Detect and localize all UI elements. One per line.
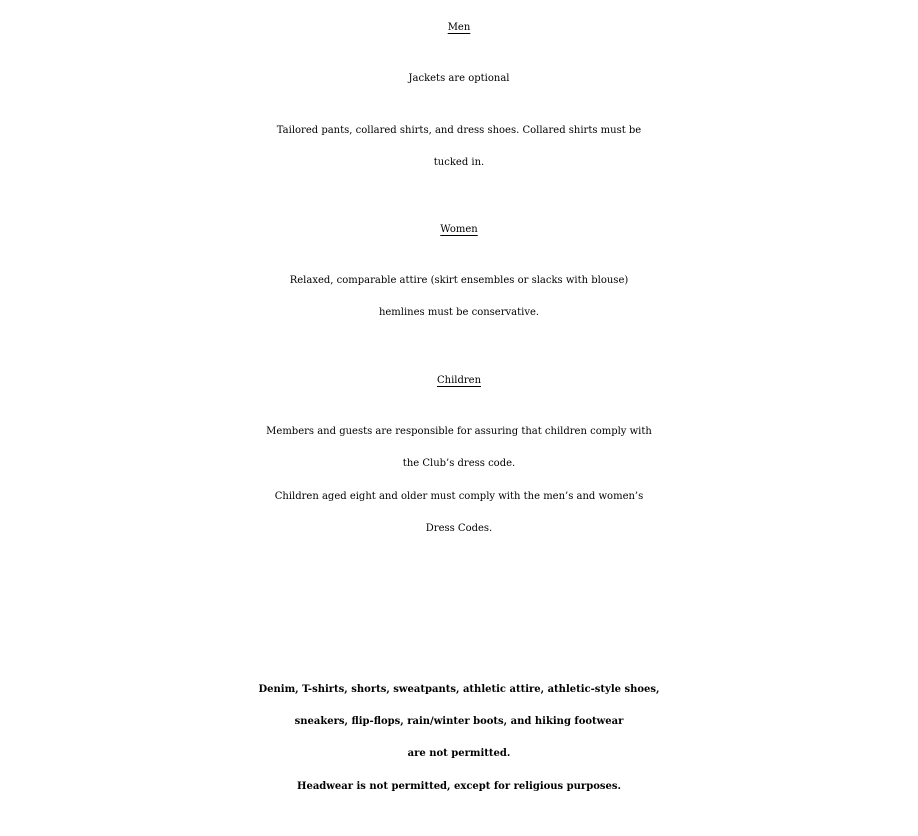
men-line-1: Jackets are optional: [408, 73, 510, 84]
prohibited-line-1: Denim, T-shirts, shorts, sweatpants, athletic attire, athletic-style shoes,: [258, 684, 660, 695]
children-line-1: Members and guests are responsible for assuring that children comply with: [266, 426, 652, 437]
women-heading: Women: [440, 224, 478, 235]
men-line-3: tucked in.: [433, 157, 485, 168]
children-line-4: Dress Codes.: [425, 523, 493, 534]
children-heading: Children: [436, 375, 482, 386]
men-line-2: Tailored pants, collared shirts, and dress shoes. Collared shirts must be: [276, 125, 642, 136]
prohibited-line-2: sneakers, flip-flops, rain/winter boots, and hiking footwear: [294, 716, 624, 727]
children-line-2: the Club’s dress code.: [402, 458, 516, 469]
prohibited-line-4: Headwear is not permitted, except for religious purposes.: [297, 781, 621, 792]
children-line-3: Children aged eight and older must comply with the men’s and women’s: [274, 491, 644, 502]
women-line-1: Relaxed, comparable attire (skirt ensembles or slacks with blouse): [289, 275, 629, 286]
prohibited-line-3: are not permitted.: [407, 748, 511, 759]
men-heading: Men: [447, 22, 471, 33]
women-line-2: hemlines must be conservative.: [378, 307, 540, 318]
